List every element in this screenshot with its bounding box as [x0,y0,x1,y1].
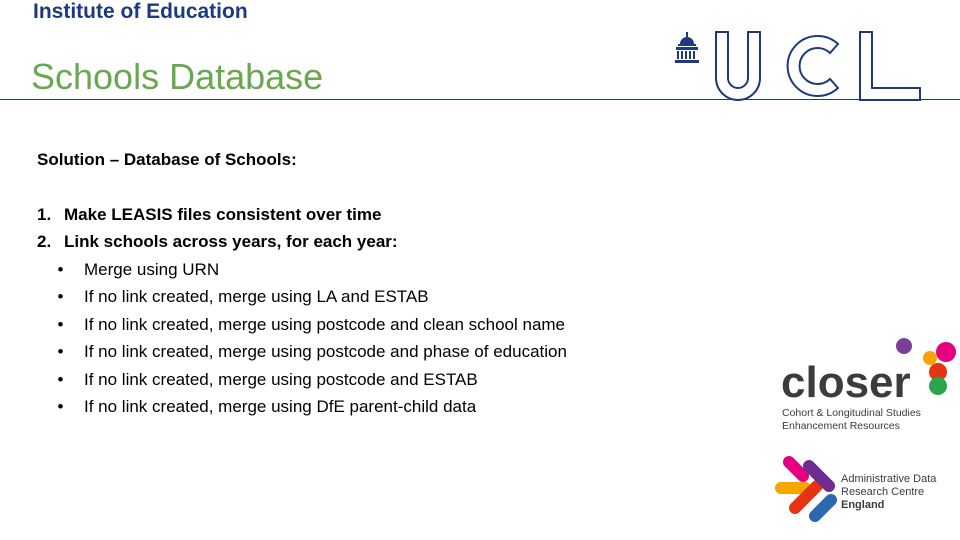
bullet-item [37,393,567,421]
ucl-wordmark: UCL [670,26,673,27]
bullet-marker: • [57,369,64,389]
closer-tagline-1: Cohort & Longitudinal Studies [782,407,921,419]
adr-name-line-1: Administrative Data [841,473,937,485]
bullet-item [37,256,567,284]
ucl-logo [670,26,960,104]
step-number: 1. [37,204,52,224]
adr-name-line-2: Research Centre [841,486,925,498]
slide-content [37,146,567,421]
bullet-text: If no link created, merge using LA and ESTAB [84,287,429,306]
step-number: 2. [37,232,52,251]
bullet-text: If no link created, merge using DfE parent-child data [84,397,477,416]
bullet-text: Merge using URN [84,259,220,279]
bullet-text: If no link created, merge using postcode and ESTAB [84,369,478,389]
bullet-text: If no link created, merge using postcode and clean school name [84,314,566,334]
closer-logo [778,336,960,436]
intro-heading: Solution – Database of Schools: [37,150,297,169]
bullet-item [37,338,567,366]
closer-tagline-2: Enhancement Resources [782,420,900,432]
bullet-marker: • [57,287,64,306]
adr-chevron-icon [781,462,831,516]
step-item [37,201,567,229]
bullet-marker: • [57,397,64,416]
closer-wordmark: closer [781,358,911,407]
bullet-item [37,366,567,394]
adr-logo [773,452,960,528]
bullet-item [37,311,567,339]
bullet-marker: • [57,342,64,361]
page-title: Schools Database [31,56,324,97]
institute-name: Institute of Education [33,0,248,23]
bullet-marker: • [57,259,64,279]
adr-name-line-3: England [841,499,885,511]
step-text: Make LEASIS files consistent over time [64,204,382,224]
bullet-item [37,283,567,311]
step-text: Link schools across years, for each year: [64,232,398,251]
step-item [37,228,567,256]
ucl-portico-icon [675,32,699,63]
bullet-marker: • [57,314,64,334]
bullet-text: If no link created, merge using postcode and phase of education [84,342,567,361]
